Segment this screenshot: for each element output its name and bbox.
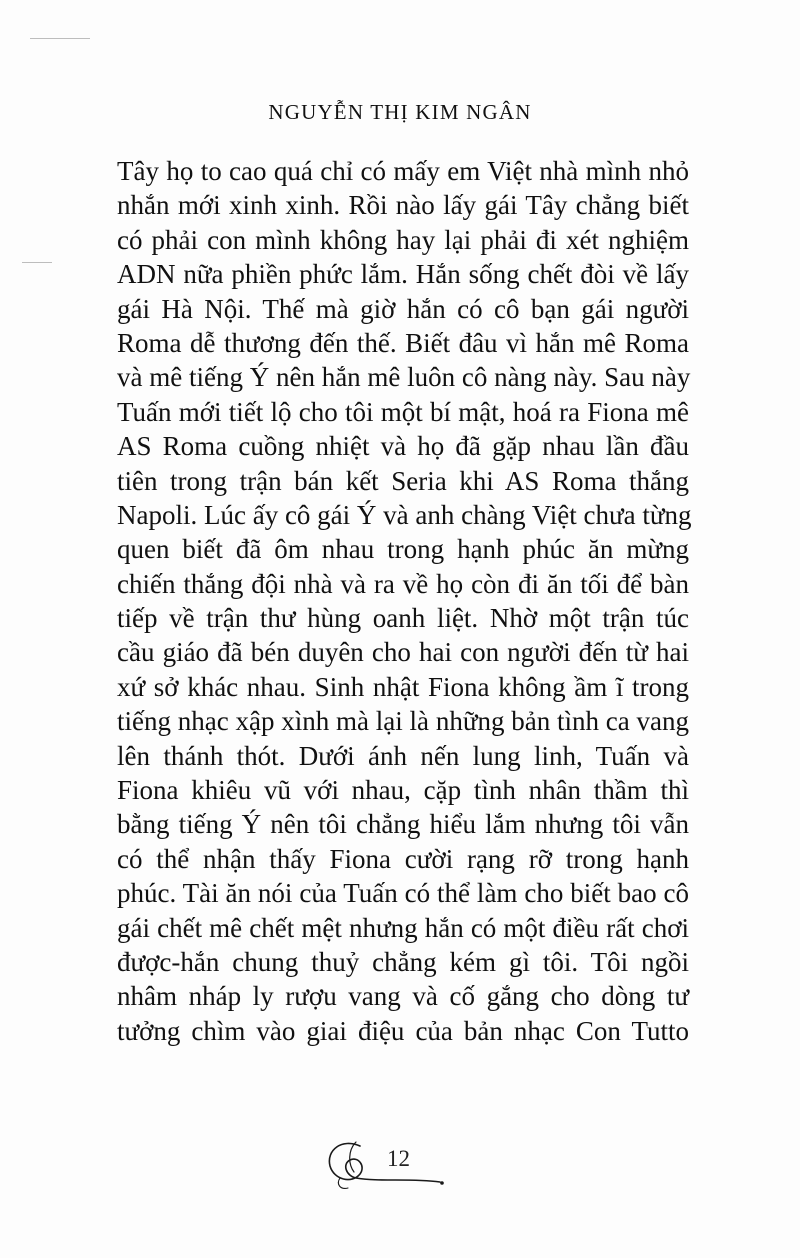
text-line: ADN nữa phiền phức lắm. Hắn sống chết đòi về lấy [117, 259, 689, 290]
scan-edge-mark [30, 38, 90, 39]
text-line: Tuấn mới tiết lộ cho tôi một bí mật, hoá ra Fiona mê [117, 396, 689, 427]
text-line: nhắn mới xinh xinh. Rồi nào lấy gái Tây chẳng biết [117, 190, 689, 221]
page-footer [320, 1128, 460, 1208]
text-line: được-hắn chung thuỷ chẳng kém gì tôi. Tôi ngồi [117, 946, 689, 977]
text-line: cầu giáo đã bén duyên cho hai con người đến từ hai [117, 637, 689, 668]
text-line: gái Hà Nội. Thế mà giờ hắn có cô bạn gái người [117, 293, 689, 324]
text-line: lên thánh thót. Dưới ánh nến lung linh, Tuấn và [117, 740, 689, 771]
text-line: nhâm nháp ly rượu vang và cố gắng cho dòng tư [117, 981, 689, 1012]
body-text [117, 154, 692, 1048]
running-header-author: NGUYỄN THỊ KIM NGÂN [268, 100, 532, 124]
text-line: và mê tiếng Ý nên hắn mê luôn cô nàng này. Sau này [117, 362, 691, 393]
text-line: tiếng nhạc xập xình mà lại là những bản tình ca vang [117, 706, 689, 737]
text-line: bằng tiếng Ý nên tôi chẳng hiểu lắm nhưng tôi vẫn [117, 809, 689, 840]
text-line: phúc. Tài ăn nói của Tuấn có thể làm cho biết bao cô [117, 878, 689, 909]
text-line: xứ sở khác nhau. Sinh nhật Fiona không ầm ĩ trong [117, 671, 689, 702]
text-line: có phải con mình không hay lại phải đi xét nghiệm [117, 224, 689, 255]
page-number: 12 [387, 1146, 410, 1171]
scan-edge-mark [22, 262, 52, 263]
text-line: tiếp về trận thư hùng oanh liệt. Nhờ một trận túc [117, 603, 689, 634]
text-line: chiến thắng đội nhà và ra về họ còn đi ăn tối để bàn [117, 568, 689, 599]
text-line: tiên trong trận bán kết Seria khi AS Roma thắng [117, 465, 689, 496]
text-line: có thể nhận thấy Fiona cười rạng rỡ trong hạnh [117, 843, 689, 874]
text-line: Tây họ to cao quá chỉ có mấy em Việt nhà mình nhỏ [117, 156, 689, 186]
text-line: gái chết mê chết mệt nhưng hắn có một điều rất chơi [117, 912, 689, 943]
text-line: Napoli. Lúc ấy cô gái Ý và anh chàng Việt chưa từng [117, 499, 692, 530]
text-line: AS Roma cuồng nhiệt và họ đã gặp nhau lần đầu [117, 431, 689, 462]
text-line: quen biết đã ôm nhau trong hạnh phúc ăn mừng [117, 534, 689, 565]
text-line: Fiona khiêu vũ với nhau, cặp tình nhân thầm thì [117, 775, 689, 806]
text-line: tưởng chìm vào giai điệu của bản nhạc Con Tutto [117, 1015, 689, 1046]
text-line: Roma dễ thương đến thế. Biết đâu vì hắn mê Roma [117, 327, 689, 358]
